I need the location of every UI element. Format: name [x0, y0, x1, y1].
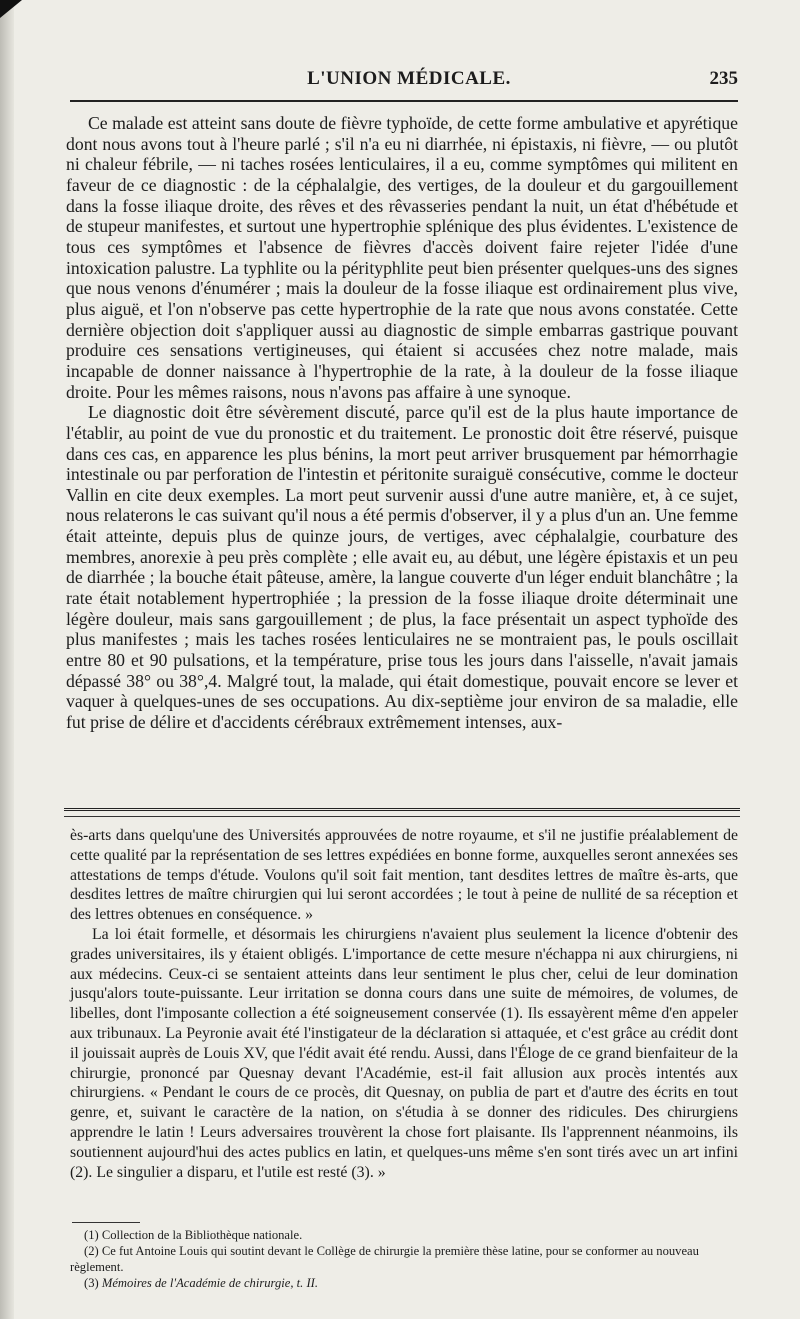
main-paragraph-1: Ce malade est atteint sans doute de fièvre typhoïde, de cette forme ambulative et apyrétique dont nous avons tout à l'heure parlé ; s'il n'a eu ni diarrhée, ni épistaxis, ni fièvre, — ou plutôt ni chaleur fébrile, — ni taches rosées lenticulaires, il a eu, comme symptômes qui militent en faveur de ce diagnostic : de la céphalalgie, des vertiges, de la douleur et du gargouillement dans la fosse iliaque droite, des rêves et des rêvasseries pendant la nuit, un état d'hébétude et de stupeur manifestes, et surtout une hypertrophie splénique des plus évidentes. L'existence de tous ces symptômes et l'absence de fièvres d'accès doivent faire rejeter l'idée d'une intoxication palustre. La typhlite ou la pérityphlite peut bien présenter quelques-uns des signes que nous venons d'énumérer ; mais la douleur de la fosse iliaque est ordinairement plus vive, plus aiguë, et l'on n'observe pas cette hypertrophie de la rate que nous avons constatée. Cette dernière objection doit s'appliquer aussi au diagnostic de simple embarras gastrique pouvant produire ces sensations vertigineuses, qui étaient si accusées chez notre malade, mais incapable de donner naissance à l'hypertrophie de la rate, à la douleur de la fosse iliaque droite. Pour les mêmes raisons, nous n'avons pas affaire à une synoque. [66, 113, 738, 402]
footnote-number: (2) [84, 1244, 99, 1258]
section-divider [64, 808, 740, 814]
page-gutter-shadow [0, 0, 14, 1319]
footnote-1 [70, 1227, 742, 1243]
footnote-text: Mémoires de l'Académie de chirurgie, t. II. [101, 1276, 318, 1290]
footnote-number: (1) [84, 1228, 99, 1242]
footnote-number: (3) [84, 1276, 99, 1290]
footnote-rule [72, 1222, 140, 1223]
footnote-2 [70, 1243, 742, 1275]
page-corner-mark [0, 0, 22, 18]
running-title: L'UNION MÉDICALE. [307, 68, 511, 89]
footnote-3 [70, 1275, 742, 1291]
feuilleton-paragraph-1: ès-arts dans quelqu'une des Universités approuvées de notre royaume, et s'il ne justifie préalablement de cette qualité par la représentation de ses lettres expédiées en bonne forme, auxquelles seront annexées ses attestations de temps d'étude. Voulons qu'il soit fait mention, tant desdites lettres de maître ès-arts, que desdites lettres de maître chirurgien qui lui seront accordées ; le tout à peine de nullité de sa réception et des lettres obtenues en conséquence. » [70, 827, 738, 924]
footnotes [70, 1227, 742, 1291]
running-head [80, 68, 738, 94]
page-number: 235 [709, 68, 738, 89]
footnote-text: Collection de la Bibliothèque nationale. [101, 1228, 303, 1242]
feuilleton-paragraph-2: La loi était formelle, et désormais les chirurgiens n'avaient plus seulement la licence d'obtenir des grades universitaires, ils y étaient obligés. L'importance de cette mesure n'échappa ni aux chirurgiens, ni aux médecins. Ceux-ci se sentaient atteints dans leur sentiment le plus cher, celui de leur domination jusqu'alors toute-puissante. Leur irritation se donna cours dans une suite de mémoires, de volumes, de libelles, dont l'imposante collection a été soigneusement conservée (1). Ils essayèrent même d'en appeler aux tribunaux. La Peyronie avait été l'instigateur de la déclaration si attaquée, et c'est grâce au crédit dont il jouissait auprès de Louis XV, que l'édit avait été rendu. Aussi, dans l'Éloge de ce grand bienfaiteur de la chirurgie, prononcé par Quesnay devant l'Académie, est-il fait allusion aux procès intentés aux chirurgiens. « Pendant le cours de ce procès, dit Quesnay, on publia de part et d'autre des écrits en tout genre, et, suivant le caractère de la nation, on s'étudia à se donner des ridicules. Des chirurgiens apprendre le latin ! Leurs adversaires trouvèrent la chose fort plaisante. Ils l'apprennent néanmoins, ils soutiennent aujourd'hui des actes publics en latin, et quelques-uns même s'en sont tirés avec un art infini (2). Le singulier a disparu, et l'utile est resté (3). » [70, 925, 738, 1181]
main-text [66, 113, 738, 733]
footnote-text: Ce fut Antoine Louis qui soutint devant le Collège de chirurgie la première thèse latine, pour se conformer au nouveau règlement. [70, 1244, 699, 1274]
header-rule [70, 100, 738, 102]
section-divider-thin [64, 816, 740, 817]
main-paragraph-2: Le diagnostic doit être sévèrement discuté, parce qu'il est de la plus haute importance de l'établir, au point de vue du pronostic et du traitement. Le pronostic doit être réservé, puisque dans ces cas, en apparence les plus bénins, la mort peut arriver brusquement par hémorrhagie intestinale ou par perforation de l'intestin et péritonite suraiguë consécutive, comme le docteur Vallin en cite deux exemples. La mort peut survenir aussi d'une autre manière, et, à ce sujet, nous relaterons le cas suivant qu'il nous a été permis d'observer, il y a plus d'un an. Une femme était atteinte, depuis plus de quinze jours, de vertiges, avec céphalalgie, courbature des membres, anorexie à peu près complète ; elle avait eu, au début, une légère épistaxis et un peu de diarrhée ; la bouche était pâteuse, amère, la langue couverte d'un léger enduit blanchâtre ; la rate était notablement hypertrophiée ; la pression de la fosse iliaque droite déterminait une légère douleur, mais sans gargouillement ; de plus, la face présentait un aspect typhoïde des plus manifestes ; mais les taches rosées lenticulaires ne se montraient pas, le pouls oscillait entre 80 et 90 pulsations, et la température, prise tous les jours dans l'aisselle, n'avait jamais dépassé 38° ou 38°,4. Malgré tout, la malade, qui était domestique, pouvait encore se lever et vaquer à quelques-unes de ses occupations. Au dix-septième jour environ de sa maladie, elle fut prise de délire et d'accidents cérébraux extrêmement intenses, aux- [66, 402, 738, 733]
feuilleton-text [70, 826, 738, 1182]
